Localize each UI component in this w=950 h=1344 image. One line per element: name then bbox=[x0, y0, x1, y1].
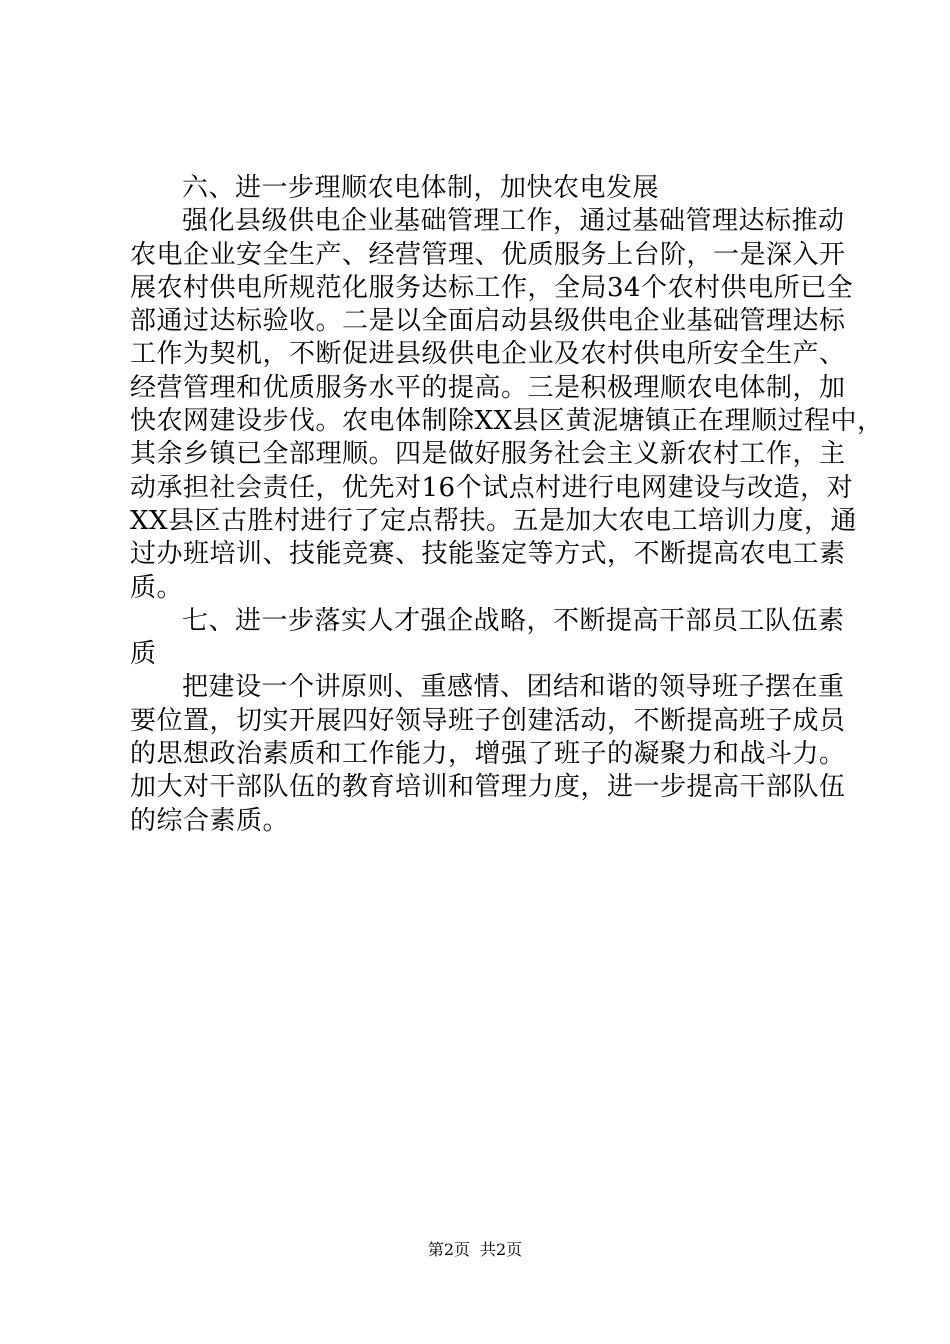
paragraph-line: 要位置，切实开展四好领导班子创建活动，不断提高班子成员 bbox=[130, 705, 846, 736]
paragraph-line: 动承担社会责任，优先对16个试点村进行电网建设与改造，对 bbox=[130, 472, 854, 503]
paragraph-line: 部通过达标验收。二是以全面启动县级供电企业基础管理达标 bbox=[130, 306, 846, 337]
paragraph-line: 的思想政治素质和工作能力，增强了班子的凝聚力和战斗力。 bbox=[130, 739, 846, 770]
paragraph-line: 经营管理和优质服务水平的提高。三是积极理顺农电体制，加 bbox=[130, 372, 846, 403]
page-footer bbox=[0, 1240, 950, 1260]
page-number-current: 第2页 bbox=[427, 1240, 470, 1259]
section-heading-six: 六、进一步理顺农电体制，加快农电发展 bbox=[182, 173, 660, 203]
section-heading-seven-cont: 质 bbox=[130, 639, 157, 670]
paragraph-line: 展农村供电所规范化服务达标工作，全局34个农村供电所已全 bbox=[130, 272, 854, 303]
paragraph-line: 把建设一个讲原则、重感情、团结和谐的领导班子摆在重 bbox=[182, 672, 845, 703]
document-body bbox=[130, 172, 884, 838]
paragraph-line: 工作为契机，不断促进县级供电企业及农村供电所安全生产、 bbox=[130, 339, 846, 370]
paragraph-line: 加大对干部队伍的教育培训和管理力度，进一步提高干部队伍 bbox=[130, 772, 846, 803]
paragraph-line: 强化县级供电企业基础管理工作，通过基础管理达标推动 bbox=[182, 206, 845, 237]
section-heading-seven: 七、进一步落实人才强企战略，不断提高干部员工队伍素 bbox=[182, 605, 845, 636]
paragraph-line: 质。 bbox=[130, 572, 184, 603]
paragraph-line: 农电企业安全生产、经营管理、优质服务上台阶，一是深入开 bbox=[130, 239, 846, 270]
page-number-total: 共2页 bbox=[480, 1240, 523, 1259]
paragraph-line: 的综合素质。 bbox=[130, 805, 290, 836]
paragraph-line: 快农网建设步伐。农电体制除XX县区黄泥塘镇正在理顺过程中， bbox=[130, 406, 884, 437]
paragraph-line: XX县区古胜村进行了定点帮扶。五是加大农电工培训力度，通 bbox=[130, 505, 858, 536]
paragraph-line: 过办班培训、技能竞赛、技能鉴定等方式，不断提高农电工素 bbox=[130, 539, 846, 570]
paragraph-line: 其余乡镇已全部理顺。四是做好服务社会主义新农村工作，主 bbox=[130, 439, 846, 470]
